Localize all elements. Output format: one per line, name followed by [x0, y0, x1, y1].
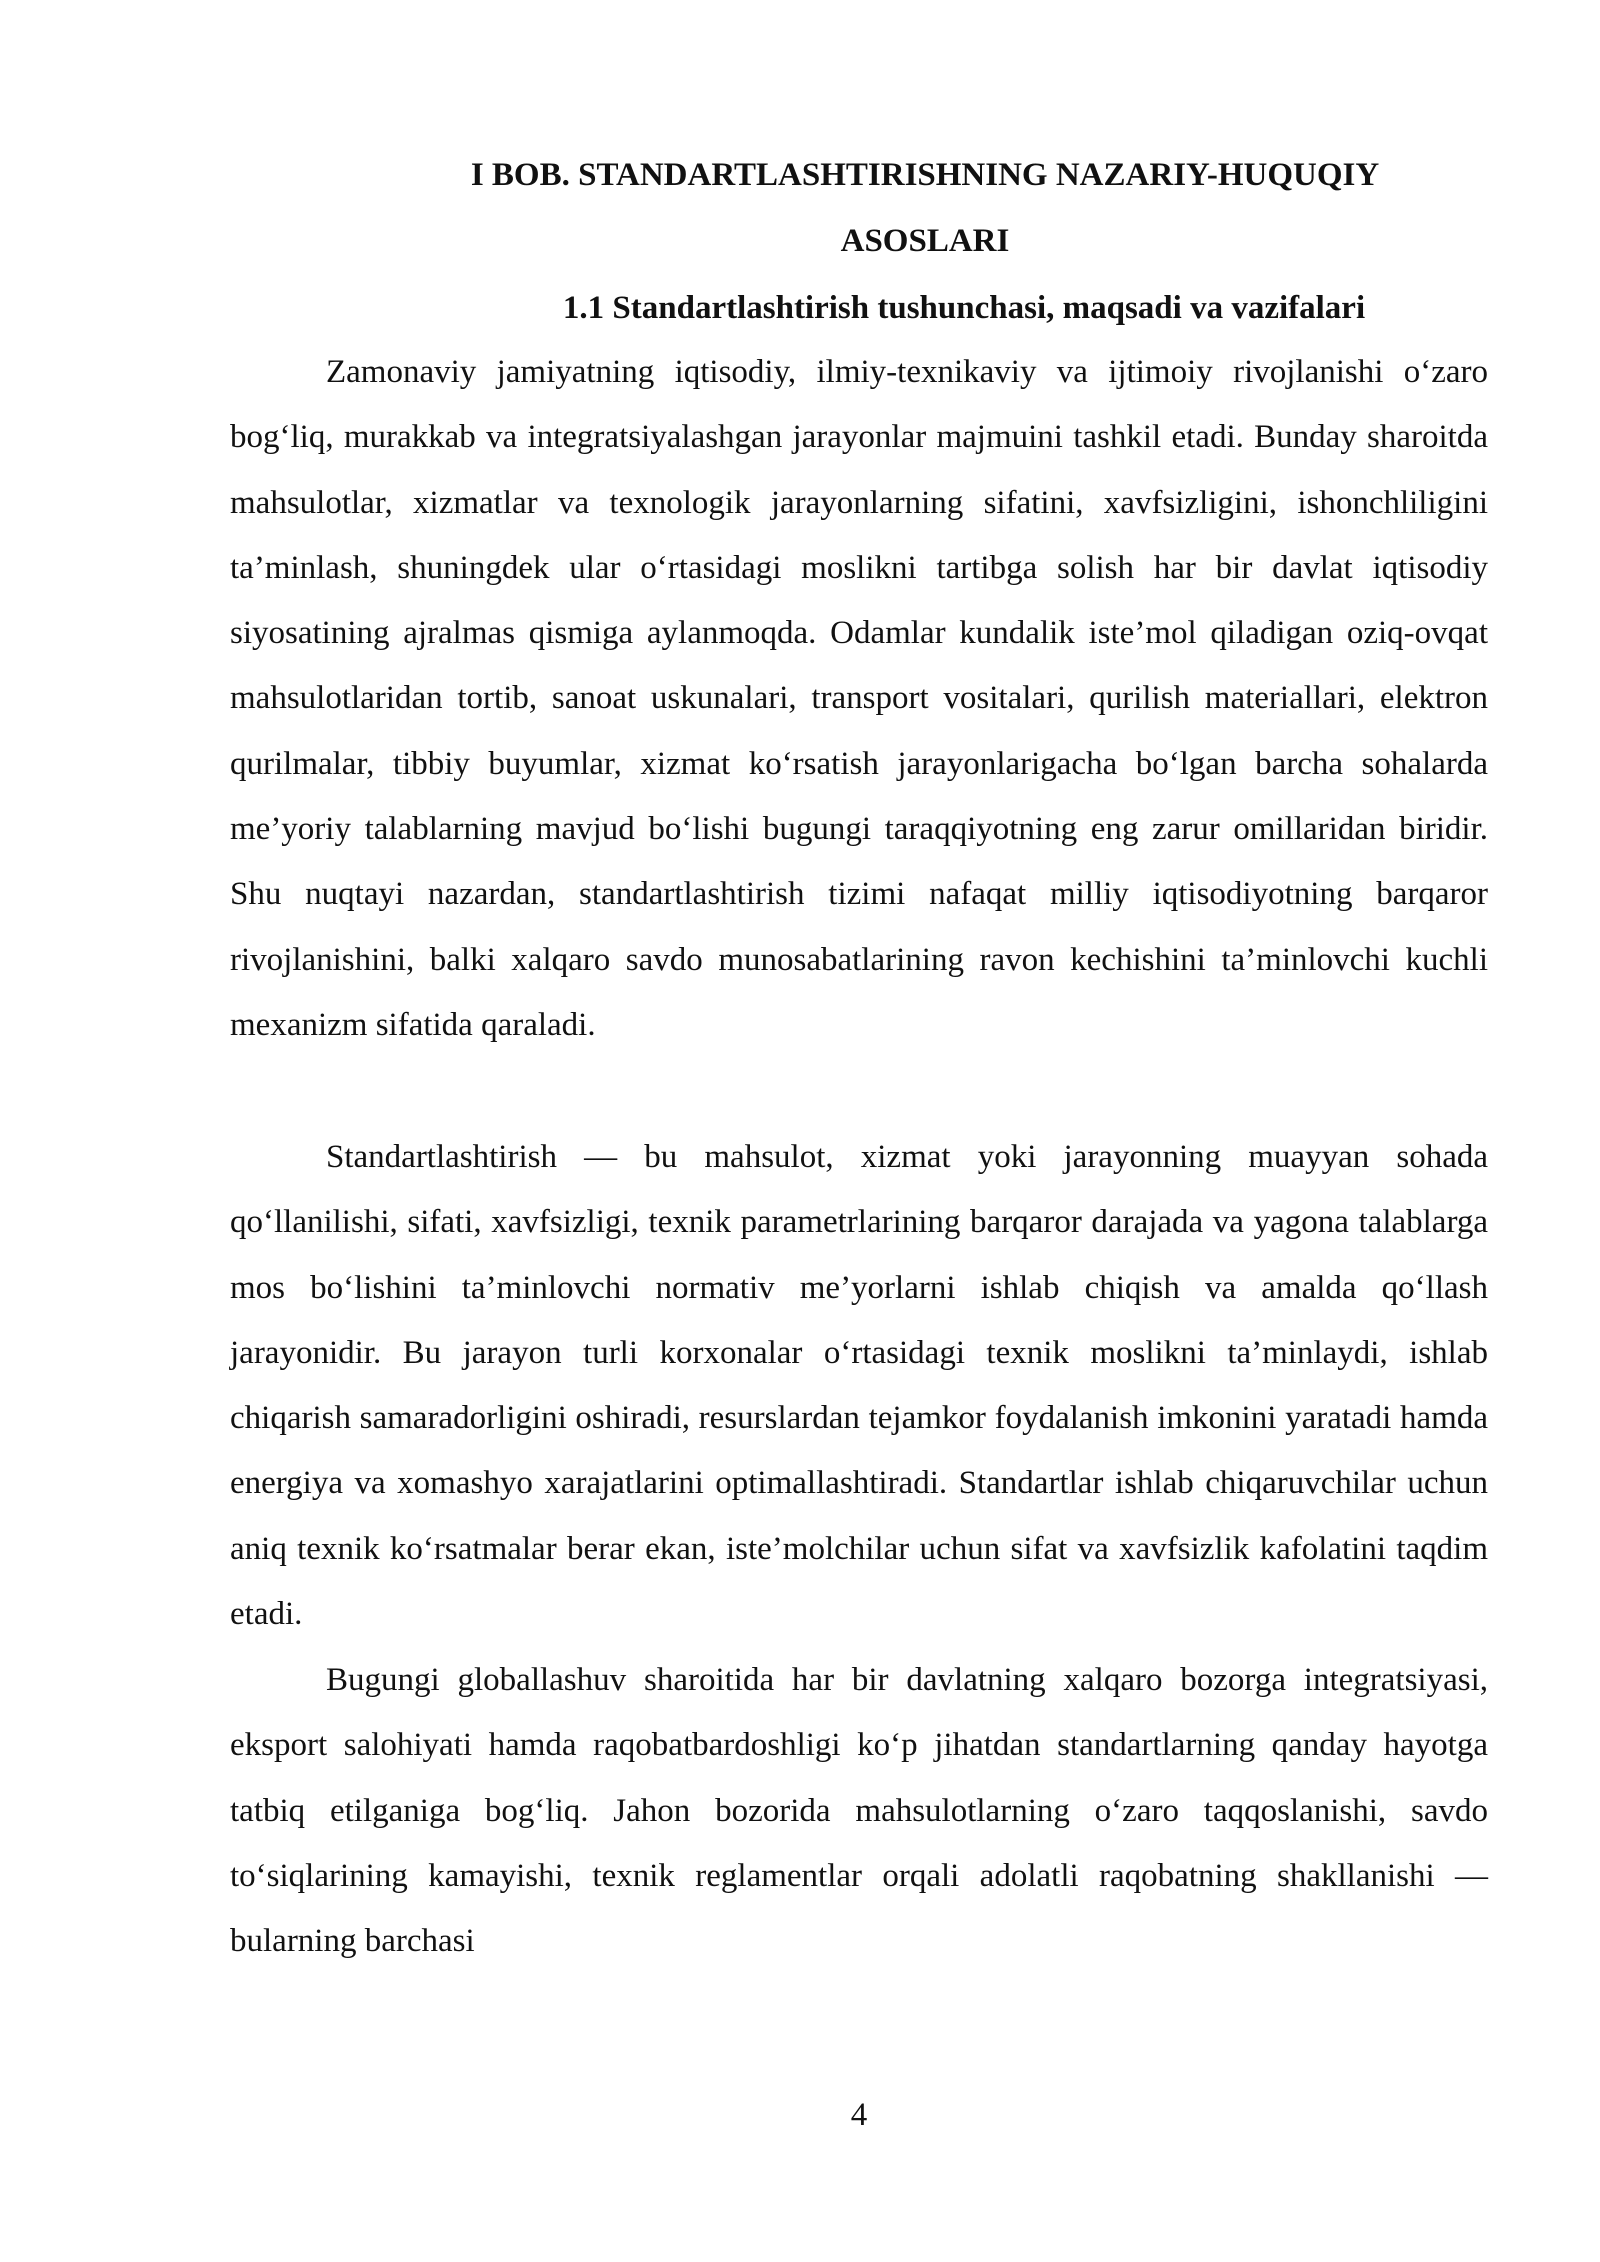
body-paragraph-1: Zamonaviy jamiyatning iqtisodiy, ilmiy-texnikaviy va ijtimoiy rivojlanishi o‘zaro bog‘liq, murakkab va integratsiyalashgan jarayonlar majmuini tashkil etadi. Bunday sharoitda mahsulotlar, xizmatlar va texnologik jarayonlarning sifatini, xavfsizligini, ishonchliligini ta’minlash, shuningdek ular o‘rtasidagi moslikni tartibga solish har bir davlat iqtisodiy siyosatining ajralmas qismiga aylanmoqda. Odamlar kundalik iste’mol qiladigan oziq-ovqat mahsulotlaridan tortib, sanoat uskunalari, transport vositalari, qurilish materiallari, elektron qurilmalar, tibbiy buyumlar, xizmat ko‘rsatish jarayonlarigacha bo‘lgan barcha sohalarda me’yoriy talablarning mavjud bo‘lishi bugungi taraqqiyotning eng zarur omillaridan biridir. Shu nuqtayi nazardan, standartlashtirish tizimi nafaqat milliy iqtisodiyotning barqaror rivojlanishini, balki xalqaro savdo munosabatlarining ravon kechishini ta’minlovchi kuchli mexanizm sifatida qaraladi.: [230, 354, 1488, 1043]
body-paragraph-2: Standartlashtirish — bu mahsulot, xizmat yoki jarayonning muayyan sohada qo‘llanilishi, sifati, xavfsizligi, texnik parametrlarining barqaror darajada va yagona talablarga mos bo‘lishini ta’minlovchi normativ me’yorlarni ishlab chiqish va amalda qo‘llash jarayonidir. Bu jarayon turli korxonalar o‘rtasidagi texnik moslikni ta’minlaydi, ishlab chiqarish samaradorligini oshiradi, resurslardan tejamkor foydalanish imkonini yaratadi hamda energiya va xomashyo xarajatlarini optimallashtiradi. Standartlar ishlab chiqaruvchilar uchun aniq texnik ko‘rsatmalar berar ekan, iste’molchilar uchun sifat va xavfsizlik kafolatini taqdim etadi.: [230, 1139, 1488, 1633]
page-number: 4: [850, 2097, 868, 2133]
section-title: 1.1 Standartlashtirish tushunchasi, maqsadi va vazifalari: [562, 290, 1366, 326]
chapter-title-line1: I BOB. STANDARTLASHTIRISHNING NAZARIY-HUQUQIY: [470, 157, 1380, 193]
body-paragraph-3: Bugungi globallashuv sharoitida har bir davlatning xalqaro bozorga integratsiyasi, eksport salohiyati hamda raqobatbardoshligi ko‘p jihatdan standartlarning qanday hayotga tatbiq etilganiga bog‘liq. Jahon bozorida mahsulotlarning o‘zaro taqqoslanishi, savdo to‘siqlarining kamayishi, texnik reglamentlar orqali adolatli raqobatning shakllanishi — bularning barchasi: [230, 1662, 1488, 1960]
chapter-title-line2: ASOSLARI: [840, 223, 1010, 259]
